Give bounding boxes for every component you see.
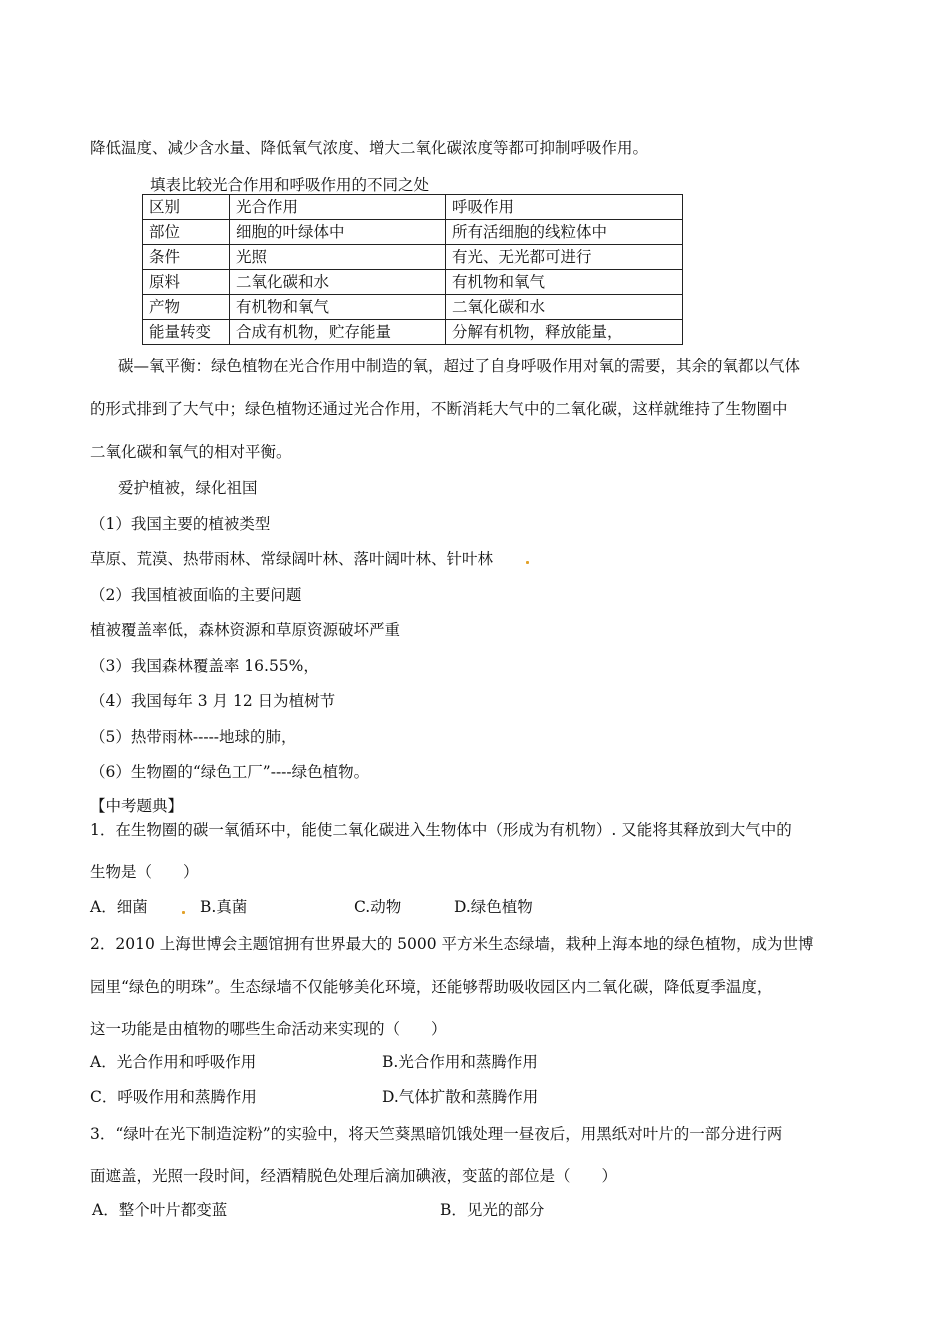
table-row	[143, 245, 683, 270]
protect-item-3: （3）我国森林覆盖率 16.55%，	[90, 657, 319, 675]
table-cell: 部位	[143, 220, 230, 245]
table-cell: 合成有机物，贮存能量	[230, 320, 446, 345]
protect-item-2: （2）我国植被面临的主要问题	[90, 586, 302, 604]
table-header-cell: 呼吸作用	[446, 195, 683, 220]
protect-item-1: （1）我国主要的植被类型	[90, 515, 271, 533]
question-3-option-b: B．见光的部分	[440, 1201, 545, 1219]
table-header-cell: 光合作用	[230, 195, 446, 220]
intro-line: 降低温度、减少含水量、降低氧气浓度、增大二氧化碳浓度等都可抑制呼吸作用。	[90, 139, 649, 157]
table-cell: 光照	[230, 245, 446, 270]
table-cell: 产物	[143, 295, 230, 320]
question-1-option-a: A．细菌	[90, 898, 148, 916]
table-cell: 能量转变	[143, 320, 230, 345]
marker-dot	[182, 911, 185, 914]
table-cell: 原料	[143, 270, 230, 295]
table-cell: 分解有机物，释放能量，	[446, 320, 683, 345]
table-cell: 有机物和氧气	[446, 270, 683, 295]
balance-line-3: 二氧化碳和氧气的相对平衡。	[90, 443, 292, 461]
table-cell: 有机物和氧气	[230, 295, 446, 320]
question-1-line-1: 1．在生物圈的碳一氧循环中，能使二氧化碳进入生物体中（形成为有机物）. 又能将其释放到大气中的	[90, 821, 792, 839]
table-cell: 条件	[143, 245, 230, 270]
table-cell: 所有活细胞的线粒体中	[446, 220, 683, 245]
table-header-cell: 区别	[143, 195, 230, 220]
question-2-option-c: C．呼吸作用和蒸腾作用	[90, 1088, 257, 1106]
table-row	[143, 220, 683, 245]
table-cell: 有光、无光都可进行	[446, 245, 683, 270]
protect-item-6: （6）生物圈的“绿色工厂”----绿色植物。	[90, 763, 370, 781]
question-2-line-1: 2．2010 上海世博会主题馆拥有世界最大的 5000 平方米生态绿墙，栽种上海本地的绿色植物，成为世博	[90, 935, 814, 953]
protect-title: 爱护植被，绿化祖国	[118, 479, 258, 497]
question-1-option-c: C.动物	[354, 898, 402, 916]
table-cell: 二氧化碳和水	[230, 270, 446, 295]
table-cell: 二氧化碳和水	[446, 295, 683, 320]
question-3-line-1: 3．“绿叶在光下制造淀粉”的实验中，将天竺葵黑暗饥饿处理一昼夜后，用黑纸对叶片的一部分进行两	[90, 1125, 783, 1143]
protect-item-5: （5）热带雨林-----地球的肺，	[90, 728, 297, 746]
question-1-line-2: 生物是（ ）	[90, 863, 199, 881]
table-caption: 填表比较光合作用和呼吸作用的不同之处	[150, 176, 430, 194]
table-row	[143, 320, 683, 345]
question-2-option-a: A．光合作用和呼吸作用	[90, 1053, 257, 1071]
question-3-line-2: 面遮盖，光照一段时间，经酒精脱色处理后滴加碘液，变蓝的部位是（ ）	[90, 1167, 618, 1185]
question-2-option-b: B.光合作用和蒸腾作用	[382, 1053, 538, 1071]
protect-item-2-text: 植被覆盖率低，森林资源和草原资源破坏严重	[90, 621, 401, 639]
marker-dot	[526, 561, 529, 564]
protect-item-1-text: 草原、荒漠、热带雨林、常绿阔叶林、落叶阔叶林、针叶林	[90, 550, 494, 568]
question-3-option-a: A．整个叶片都变蓝	[92, 1201, 228, 1219]
exam-heading: 【中考题典】	[90, 797, 184, 815]
protect-item-4: （4）我国每年 3 月 12 日为植树节	[90, 692, 336, 710]
table-row	[143, 270, 683, 295]
question-2-line-2: 园里“绿色的明珠”。生态绿墙不仅能够美化环境，还能够帮助吸收园区内二氧化碳，降低夏季温度，	[90, 978, 773, 996]
question-2-line-3: 这一功能是由植物的哪些生命活动来实现的（ ）	[90, 1020, 447, 1038]
question-1-option-d: D.绿色植物	[454, 898, 533, 916]
table-row	[143, 295, 683, 320]
balance-line-2: 的形式排到了大气中；绿色植物还通过光合作用，不断消耗大气中的二氧化碳，这样就维持了生物圈中	[90, 400, 788, 418]
comparison-table	[142, 194, 683, 345]
balance-line-1: 碳—氧平衡：绿色植物在光合作用中制造的氧，超过了自身呼吸作用对氧的需要，其余的氧都以气体	[118, 357, 801, 375]
question-2-option-d: D.气体扩散和蒸腾作用	[382, 1088, 539, 1106]
question-1-option-b: B.真菌	[200, 898, 248, 916]
table-cell: 细胞的叶绿体中	[230, 220, 446, 245]
table-header-row	[143, 195, 683, 220]
